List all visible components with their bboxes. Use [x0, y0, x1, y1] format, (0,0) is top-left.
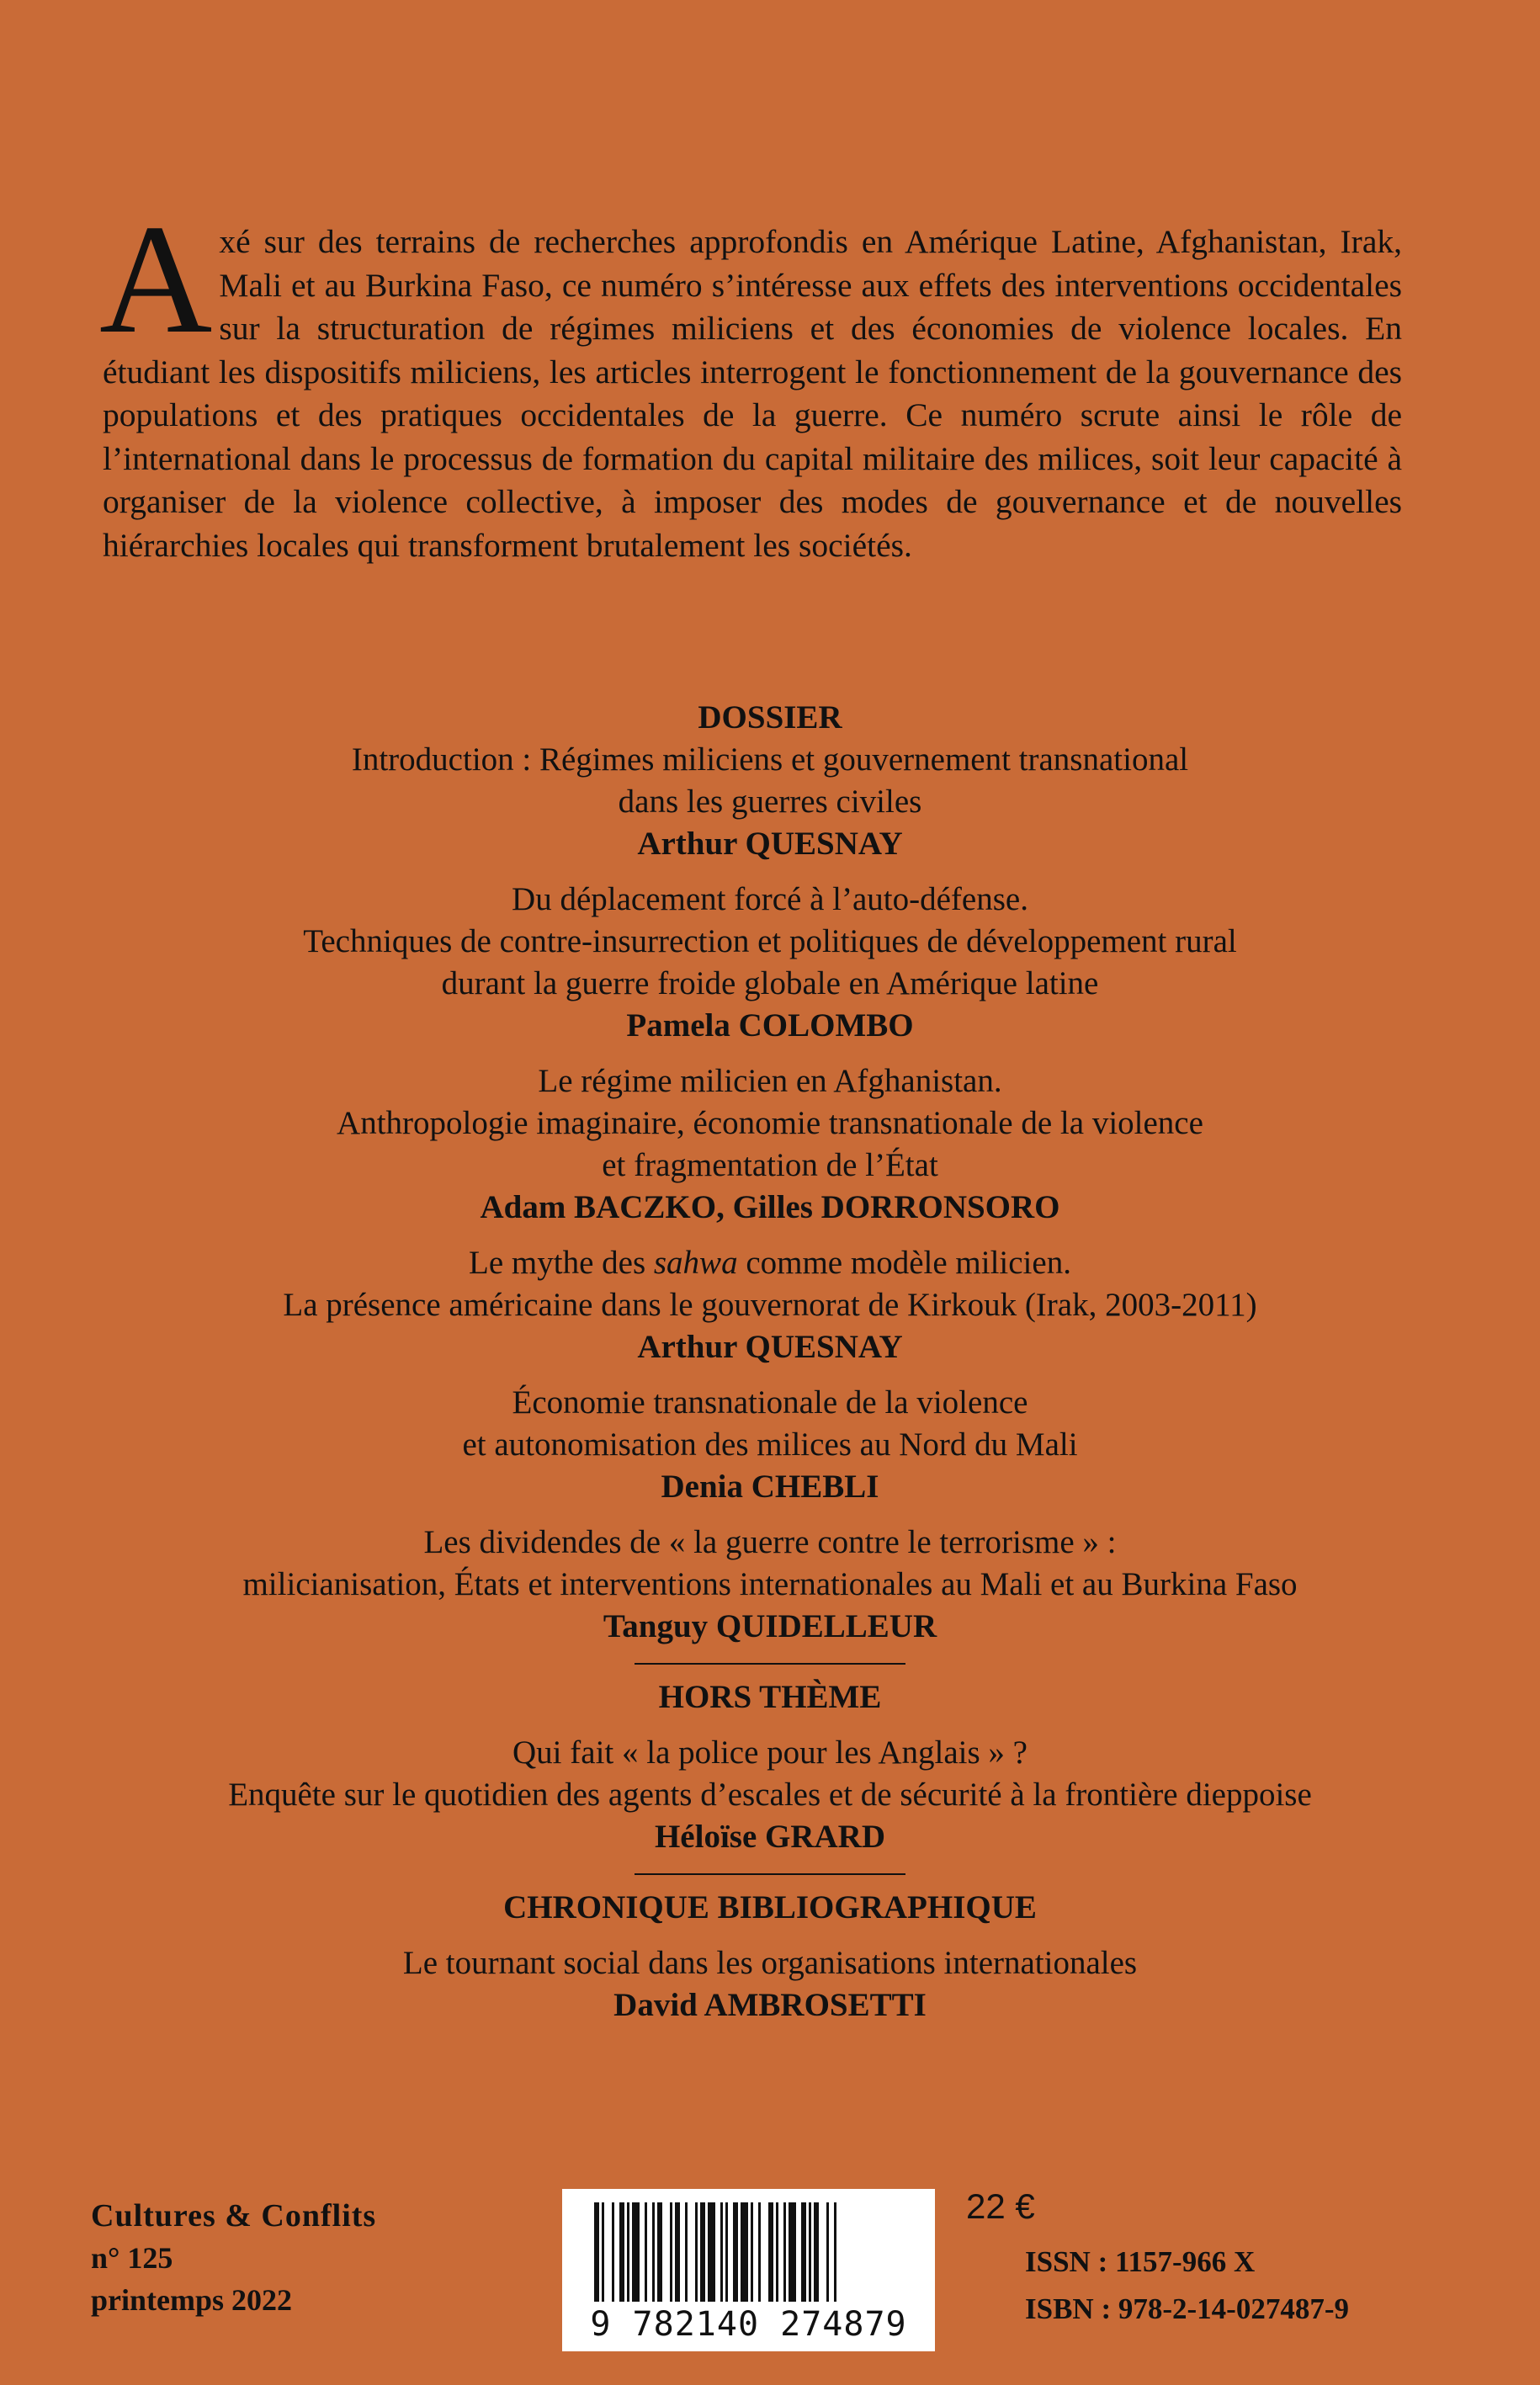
- barcode-bar: [632, 2202, 640, 2302]
- article: [0, 1060, 1540, 1229]
- title-italic-term: sahwa: [653, 1245, 738, 1281]
- issn: ISSN : 1157-966 X: [1025, 2245, 1256, 2278]
- article-author: Arthur QUESNAY: [637, 1329, 903, 1365]
- article-author: Arthur QUESNAY: [637, 826, 903, 862]
- isbn: ISBN : 978-2-14-027487-9: [1025, 2292, 1349, 2325]
- article-title-line: Enquête sur le quotidien des agents d’escales et de sécurité à la frontière dieppoise: [228, 1777, 1312, 1813]
- barcode-bar: [594, 2202, 599, 2302]
- publication-info: [91, 2195, 376, 2321]
- article-author: Tanguy QUIDELLEUR: [603, 1608, 937, 1644]
- barcode-bar: [695, 2202, 698, 2302]
- section-divider: [635, 1663, 905, 1665]
- barcode-bar: [645, 2202, 647, 2302]
- barcode-bar: [657, 2202, 662, 2302]
- barcode-bar: [834, 2202, 836, 2302]
- article-title-line: Le tournant social dans les organisations internationales: [402, 1945, 1138, 1981]
- section-title-dossier: DOSSIER: [698, 699, 842, 736]
- article-author: Pamela COLOMBO: [626, 1007, 914, 1044]
- article-title-line: [0, 1242, 1540, 1284]
- barcode-bar: [801, 2202, 806, 2302]
- section-divider: [635, 1873, 905, 1875]
- article: [0, 1522, 1540, 1648]
- barcode-bar: [708, 2202, 715, 2302]
- article-title-line: milicianisation, États et interventions internationales au Mali et au Burkina Faso: [242, 1566, 1298, 1602]
- barcode-bar: [652, 2202, 655, 2302]
- barcode-bars: [594, 2202, 903, 2302]
- article-title-line: Qui fait « la police pour les Anglais » ?: [512, 1734, 1028, 1771]
- barcode-bar: [725, 2202, 728, 2302]
- barcode-bar: [700, 2202, 705, 2302]
- article-title-line: Anthropologie imaginaire, économie transnationale de la violence: [337, 1105, 1203, 1141]
- article-title-line: et fragmentation de l’État: [602, 1147, 938, 1183]
- article-title-line: Économie transnationale de la violence: [512, 1384, 1028, 1421]
- article: [0, 739, 1540, 865]
- barcode-bar: [768, 2202, 773, 2302]
- barcode-bar: [619, 2202, 624, 2302]
- article-title-line: Du déplacement forcé à l’auto-défense.: [512, 881, 1028, 917]
- issue-season: printemps 2022: [91, 2283, 293, 2317]
- article-author: David AMBROSETTI: [613, 1987, 927, 2023]
- barcode-bar: [758, 2202, 761, 2302]
- barcode-bar: [685, 2202, 688, 2302]
- article-title-line: Le régime milicien en Afghanistan.: [538, 1063, 1002, 1099]
- barcode-bar: [826, 2202, 829, 2302]
- barcode-bar: [602, 2202, 604, 2302]
- article-title-line: durant la guerre froide globale en Amérique latine: [441, 965, 1099, 1001]
- barcode-bar: [670, 2202, 672, 2302]
- barcode-bar: [627, 2202, 629, 2302]
- section-title-hors-theme: HORS THÈME: [658, 1679, 882, 1715]
- barcode-bar: [814, 2202, 819, 2302]
- barcode-bar: [783, 2202, 786, 2302]
- article-title-line: dans les guerres civiles: [618, 783, 922, 820]
- barcode-digits: 9 782140 274879: [590, 2305, 907, 2344]
- intro-paragraph: [99, 193, 1402, 567]
- article: [0, 1942, 1540, 2026]
- barcode-bar: [751, 2202, 753, 2302]
- barcode-bar: [809, 2202, 811, 2302]
- title-text: comme modèle milicien.: [737, 1245, 1071, 1281]
- barcode-bar: [675, 2202, 680, 2302]
- barcode-bar: [776, 2202, 778, 2302]
- price: 22 €: [966, 2186, 1035, 2226]
- barcode-bar: [612, 2202, 614, 2302]
- article-title-line: Introduction : Régimes miliciens et gouvernement transnational: [351, 741, 1189, 778]
- journal-name: Cultures & Conflits: [91, 2198, 377, 2234]
- barcode-bar: [741, 2202, 748, 2302]
- issue-number: n° 125: [91, 2241, 173, 2275]
- article-title-line: Techniques de contre-insurrection et politiques de développement rural: [303, 923, 1237, 959]
- article-author: Adam BACZKO, Gilles DORRONSORO: [480, 1189, 1060, 1225]
- article-title-line: La présence américaine dans le gouvernorat de Kirkouk (Irak, 2003-2011): [283, 1287, 1257, 1323]
- intro-text: xé sur des terrains de recherches approfondis en Amérique Latine, Afghanistan, Irak, Mali et au Burkina Faso, ce numéro s’intéresse aux effets des interventions occidentales sur la structuration de régimes miliciens et des économies de violence locales. En étudiant les dispositifs miliciens, les articles interrogent le fonctionnement de la gouvernance des populations et des pratiques occidentales de la guerre. Ce numéro scrute ainsi le rôle de l’international dans le processus de formation du capital militaire des milices, soit leur capacité à organiser de la violence collective, à imposer des modes de gouvernance et de nouvelles hiérarchies locales qui transforment brutalement les sociétés.: [103, 223, 1402, 564]
- article: [0, 1732, 1540, 1858]
- article: [0, 879, 1540, 1047]
- article-author: Héloïse GRARD: [654, 1819, 886, 1855]
- article-title-line: Les dividendes de « la guerre contre le terrorisme » :: [423, 1524, 1117, 1560]
- article: [0, 1242, 1540, 1368]
- article: [0, 1382, 1540, 1508]
- barcode-bar: [720, 2202, 723, 2302]
- barcode-bar: [733, 2202, 738, 2302]
- barcode: [562, 2189, 935, 2351]
- section-title-chronique: CHRONIQUE BIBLIOGRAPHIQUE: [503, 1889, 1037, 1926]
- identifier-codes: [1025, 2239, 1349, 2333]
- drop-cap: A: [99, 193, 213, 366]
- table-of-contents: [0, 697, 1540, 2026]
- article-title-line: et autonomisation des milices au Nord du Mali: [462, 1426, 1078, 1463]
- article-author: Denia CHEBLI: [661, 1469, 879, 1505]
- title-text: Le mythe des: [469, 1245, 654, 1281]
- barcode-bar: [789, 2202, 796, 2302]
